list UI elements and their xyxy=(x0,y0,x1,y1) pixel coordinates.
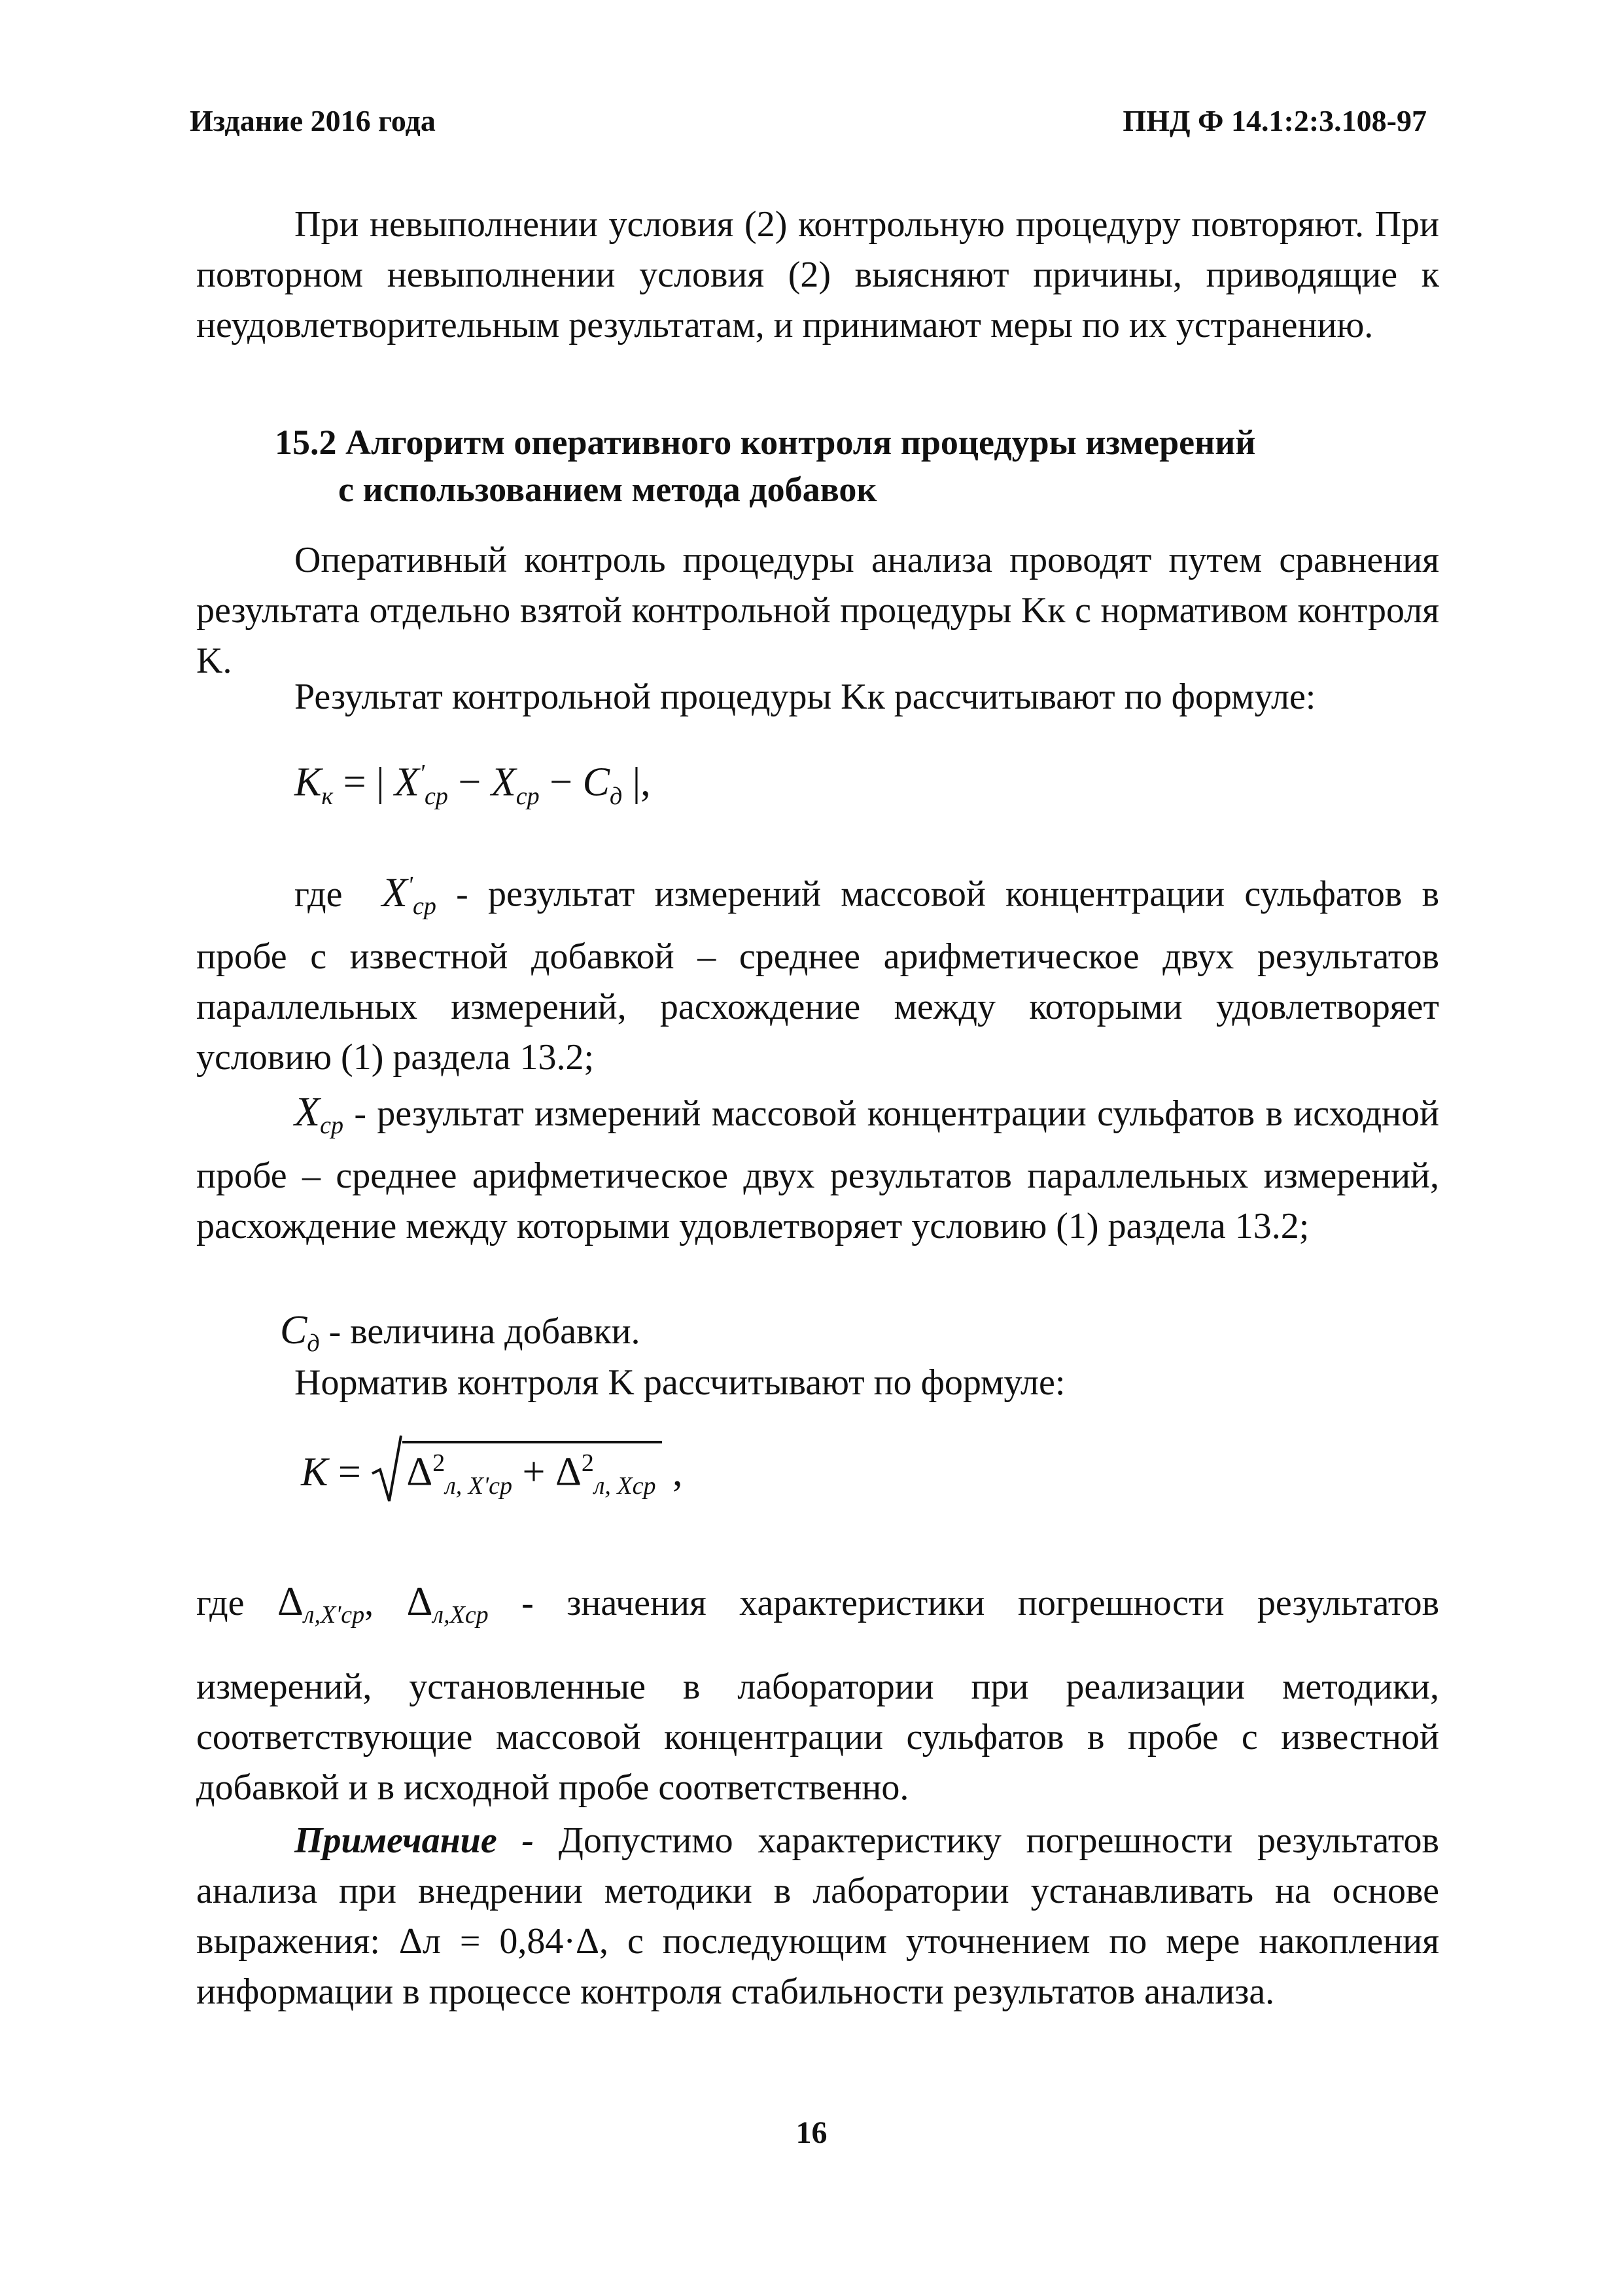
definition-delta-line1: где $\Delta_{л,X'ср}$, $\Delta_{л,Xср}$ - значения характеристики погрешности результатов xyxy=(196,1580,1440,1629)
definition-delta xyxy=(196,1577,1439,1640)
definition-delta1-symbol: Δ xyxy=(277,1580,304,1624)
formula-k-sub1: л, X'ср xyxy=(445,1472,512,1500)
page-number: 16 xyxy=(795,2115,828,2150)
formula-k-delta1: Δ xyxy=(406,1450,433,1494)
definition-x-symbol: X xyxy=(294,1088,321,1135)
definition-x-prime-sub: ср xyxy=(413,892,436,920)
definition-x-sub: ср xyxy=(320,1112,343,1140)
formula-k: $K = \Delta^2_{л, X'ср} + \Delta^2_{л, Xср}$ , xyxy=(301,1433,682,1505)
formula-k-exp2: 2 xyxy=(581,1449,594,1477)
formula-kk-x1-sub: ср xyxy=(425,783,448,811)
formula-kk-lhs-sub: к xyxy=(321,783,334,811)
formula-kk-c-sub: д xyxy=(609,783,623,811)
document-code-header: ПНД Ф 14.1:2:3.108-97 xyxy=(1123,104,1427,137)
formula-kk-x2: X xyxy=(491,760,516,805)
definition-x-prime xyxy=(196,860,1439,1083)
paragraph-repeat-procedure: При невыполнении условия (2) контрольную процедуру повторяют. При повторном невыполнении условия (2) выясняют причины, приводящие к неудовлетворительным результатам, и принимают меры по их устранению. xyxy=(196,204,1439,345)
definition-delta2-symbol: Δ xyxy=(406,1580,433,1624)
definition-delta1-sub: л,X'ср xyxy=(303,1601,365,1629)
edition-header: Издание 2016 года xyxy=(190,104,436,137)
definition-delta-text-first: - значения характеристики погрешности результатов xyxy=(521,1583,1440,1623)
definition-c-text: - величина добавки. xyxy=(328,1311,640,1352)
definition-x-prime-text: - результат измерений массовой концентрации сульфатов в пробе с известной добавкой – среднее арифметическое двух результатов параллельных измерений, расхождение между которыми удовлетворяет условию (1) раздела 13.2; xyxy=(196,874,1440,1078)
definition-c-symbol: C xyxy=(280,1308,307,1352)
formula-k-delta2: Δ xyxy=(555,1450,582,1494)
definition-where-label: где xyxy=(294,874,343,915)
definition-c-sub: д xyxy=(307,1330,320,1358)
definition-delta-text-rest: измерений, установленные в лаборатории при реализации методики, соответствующие массовой концентрации сульфатов в пробе с известной добавкой и в исходной пробе соответственно. xyxy=(196,1667,1439,1808)
formula-kk: $K_к$ = | $X'_{ср} - X_{ср} - C_д$ |, xyxy=(294,760,651,811)
formula-k-sub2: л, Xср xyxy=(593,1472,656,1500)
formula-kk-x2-sub: ср xyxy=(515,783,540,811)
formula-kk-c: C xyxy=(582,760,610,805)
formula-k-lhs: K xyxy=(301,1450,328,1494)
section-title-line1: Алгоритм оперативного контроля процедуры измерений xyxy=(345,423,1256,462)
paragraph-norm-formula-intro: Норматив контроля K рассчитывают по формуле: xyxy=(294,1362,1066,1403)
definition-delta2-sub: л,Xср xyxy=(432,1601,489,1629)
paragraph-operative-control: Оперативный контроль процедуры анализа проводят путем сравнения результата отдельно взятой контрольной процедуры Kк с нормативом контроля K. xyxy=(196,540,1439,681)
definition-x-prime-symbol: X xyxy=(381,868,408,915)
definition-x-prime-sup: ' xyxy=(407,872,413,899)
formula-kk-x1: X xyxy=(394,760,419,805)
definition-x-text: - результат измерений массовой концентрации сульфатов в исходной пробе – среднее арифметическое двух результатов параллельных измерений, расхождение между которыми удовлетворяет условию (1) раздела 13.2; xyxy=(196,1093,1439,1247)
section-heading xyxy=(275,419,1452,513)
formula-kk-lhs: K xyxy=(294,760,322,805)
note-text: Допустимо характеристику погрешности результатов анализа при внедрении методики в лаборатории устанавливать на основе выражения: Δл = 0,84·Δ, с последующим уточнением по мере накопления информации в процессе контроля стабильности результатов анализа. xyxy=(196,1820,1439,2012)
definition-x xyxy=(196,1086,1439,1252)
formula-k-exp1: 2 xyxy=(432,1449,445,1477)
paragraph-formula-intro: Результат контрольной процедуры Kк рассчитывают по формуле: xyxy=(294,677,1316,717)
section-title-line2: с использованием метода добавок xyxy=(338,470,877,509)
note-label: Примечание - xyxy=(294,1820,534,1861)
sqrt-sign-icon xyxy=(371,1433,402,1505)
definition-delta-where: где xyxy=(196,1583,245,1623)
note-paragraph xyxy=(196,1816,1439,2017)
formula-k-radicand: $\Delta^2_{л, X'ср} + \Delta^2_{л, Xср}$ xyxy=(402,1441,662,1500)
formula-kk-x1-sup: ' xyxy=(419,760,425,787)
section-number: 15.2 xyxy=(275,423,337,462)
